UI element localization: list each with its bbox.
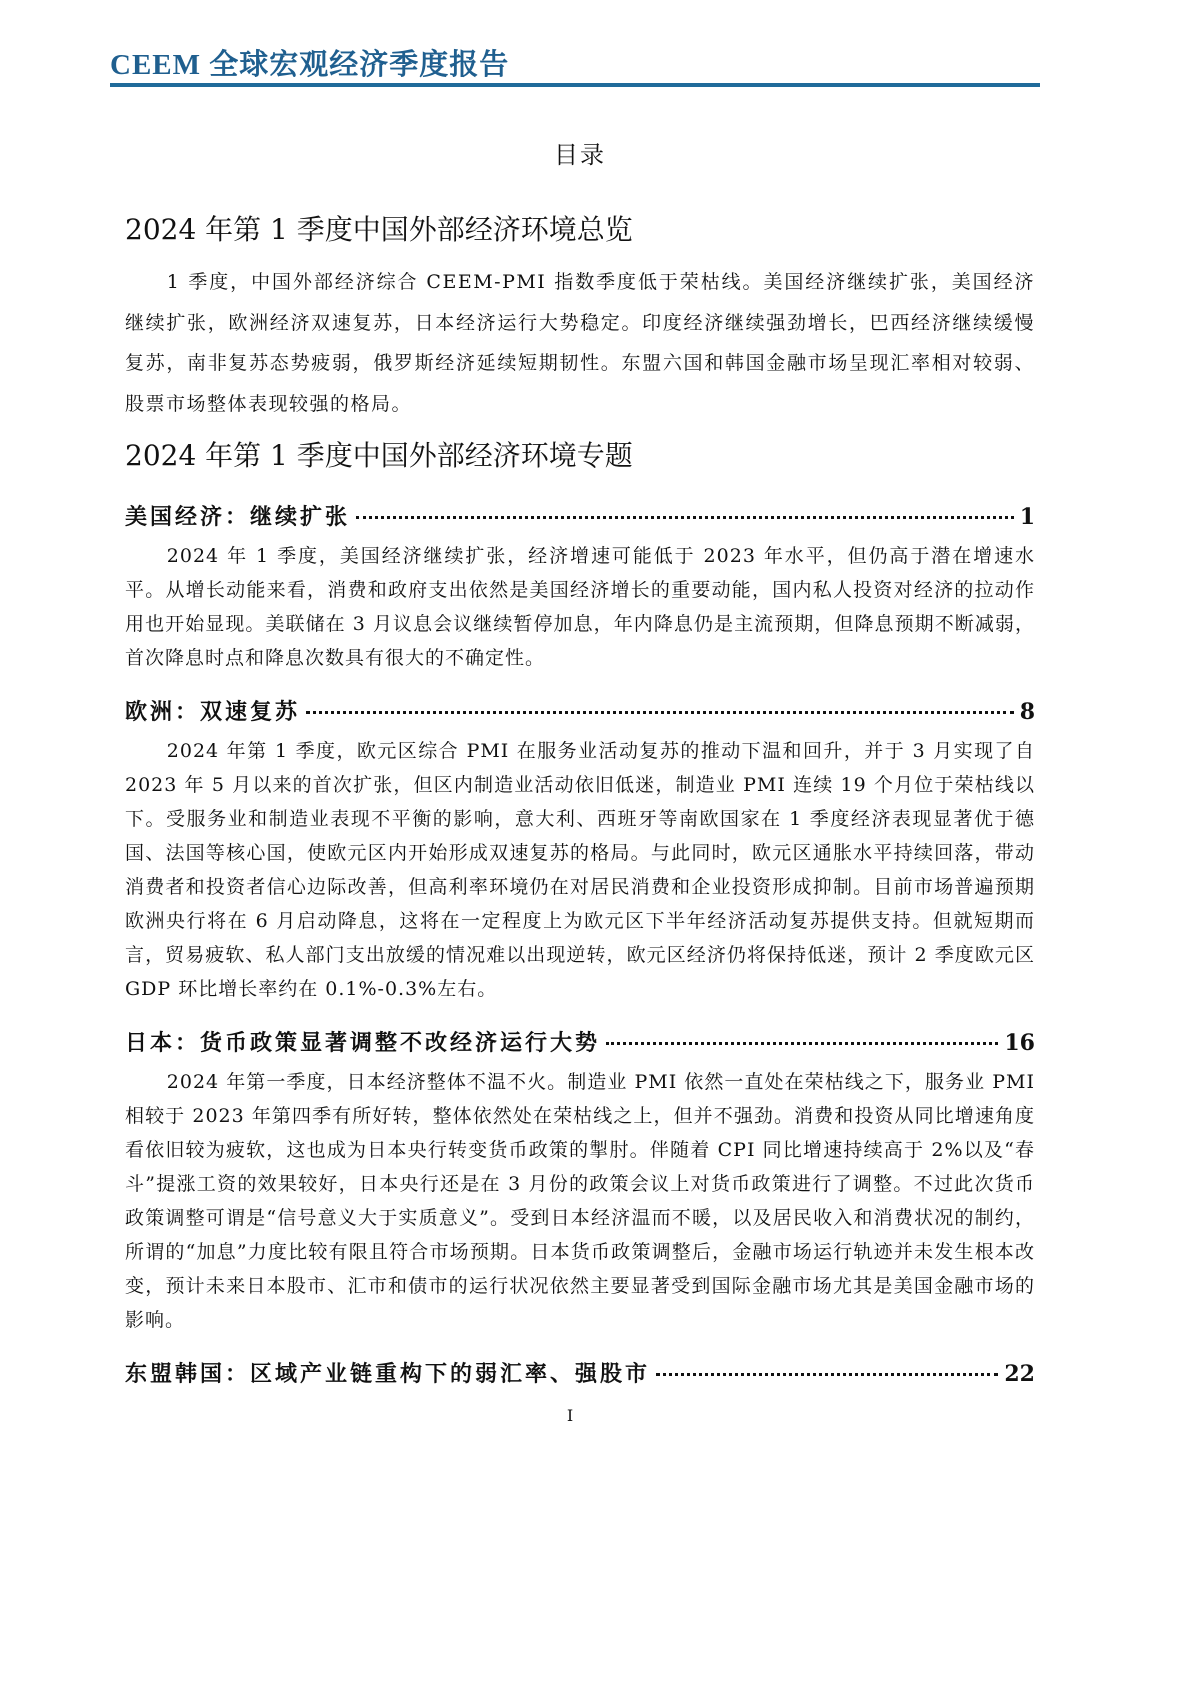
overview-heading: 2024 年第 1 季度中国外部经济环境总览 xyxy=(125,213,633,246)
page-number: I xyxy=(566,1406,574,1425)
toc-entry-summary: 2024 年 1 季度，美国经济继续扩张，经济增速可能低于 2023 年水平，但仍高于潜在增速水平。从增长动能来看，消费和政府支出依然是美国经济增长的重要动能，国内私人投资对经济的拉动作用也开始显现。美联储在 3 月议息会议继续暂停加息，年内降息仍是主流预期，但降息预期不断减弱，首次降息时点和降息次数具有很大的不确定性。 xyxy=(125,545,1035,669)
toc-entry[interactable] xyxy=(125,500,1035,531)
header-divider xyxy=(110,83,1040,87)
dot-leader xyxy=(606,1042,998,1045)
toc-entry-summary: 2024 年第一季度，日本经济整体不温不火。制造业 PMI 依然一直处在荣枯线之下，服务业 PMI 相较于 2023 年第四季有所好转，整体依然处在荣枯线之上，但并不强劲。消费和投资从同比增速角度看依旧较为疲软，这也成为日本央行转变货币政策的掣肘。伴随着 CPI 同比增速持续高于 2%以及“春斗”提涨工资的效果较好，日本央行还是在 3 月份的政策会议上对货币政策进行了调整。不过此次货币政策调整可谓是“信号意义大于实质意义”。受到日本经济温而不暖，以及居民收入和消费状况的制约，所谓的“加息”力度比较有限且符合市场预期。日本货币政策调整后，金融市场运行轨迹并未发生根本改变，预计未来日本股市、汇市和债市的运行状况依然主要显著受到国际金融市场尤其是美国金融市场的影响。 xyxy=(125,1071,1035,1331)
dot-leader xyxy=(656,1373,998,1376)
toc-entry[interactable] xyxy=(125,695,1035,726)
toc-entry-page: 16 xyxy=(1004,1030,1035,1056)
report-header-title: CEEM 全球宏观经济季度报告 xyxy=(110,49,510,81)
toc-entry-title[interactable]: 东盟韩国：区域产业链重构下的弱汇率、强股市 xyxy=(125,1361,651,1387)
toc-entry-summary: 2024 年第 1 季度，欧元区综合 PMI 在服务业活动复苏的推动下温和回升，并于 3 月实现了自 2023 年 5 月以来的首次扩张，但区内制造业活动依旧低迷，制造业 PMI 连续 19 个月位于荣枯线以下。受服务业和制造业表现不平衡的影响，意大利、西班牙等南欧国家在 1 季度经济表现显著优于德国、法国等核心国，使欧元区内开始形成双速复苏的格局。与此同时，欧元区通胀水平持续回落，带动消费者和投资者信心边际改善，但高利率环境仍在对居民消费和企业投资形成抑制。目前市场普遍预期欧洲央行将在 6 月启动降息，这将在一定程度上为欧元区下半年经济活动复苏提供支持。但就短期而言，贸易疲软、私人部门支出放缓的情况难以出现逆转，欧元区经济仍将保持低迷，预计 2 季度欧元区 GDP 环比增长率约在 0.1%-0.3%左右。 xyxy=(125,740,1035,1000)
toc-entry[interactable] xyxy=(125,1357,1035,1388)
toc-entry-title[interactable]: 美国经济：继续扩张 xyxy=(125,504,351,530)
toc-entry-title[interactable]: 欧洲：双速复苏 xyxy=(125,699,301,725)
overview-paragraph: 1 季度，中国外部经济综合 CEEM-PMI 指数季度低于荣枯线。美国经济继续扩张，美国经济继续扩张，欧洲经济双速复苏，日本经济运行大势稳定。印度经济继续强劲增长，巴西经济继续缓慢复苏，南非复苏态势疲弱，俄罗斯经济延续短期韧性。东盟六国和韩国金融市场呈现汇率相对较弱、股票市场整体表现较强的格局。 xyxy=(125,271,1035,415)
toc-entry-page: 1 xyxy=(1019,504,1035,530)
toc-entry-title[interactable]: 日本：货币政策显著调整不改经济运行大势 xyxy=(125,1030,601,1056)
toc-title: 目录 xyxy=(554,141,606,169)
toc-entry[interactable] xyxy=(125,1026,1035,1057)
dot-leader xyxy=(306,711,1014,714)
dot-leader xyxy=(356,516,1014,519)
toc-entry-page: 22 xyxy=(1004,1361,1035,1387)
toc-entries xyxy=(125,500,1035,1388)
toc-entry-page: 8 xyxy=(1019,699,1035,725)
special-heading: 2024 年第 1 季度中国外部经济环境专题 xyxy=(125,439,633,472)
toc-content xyxy=(125,135,1035,1396)
